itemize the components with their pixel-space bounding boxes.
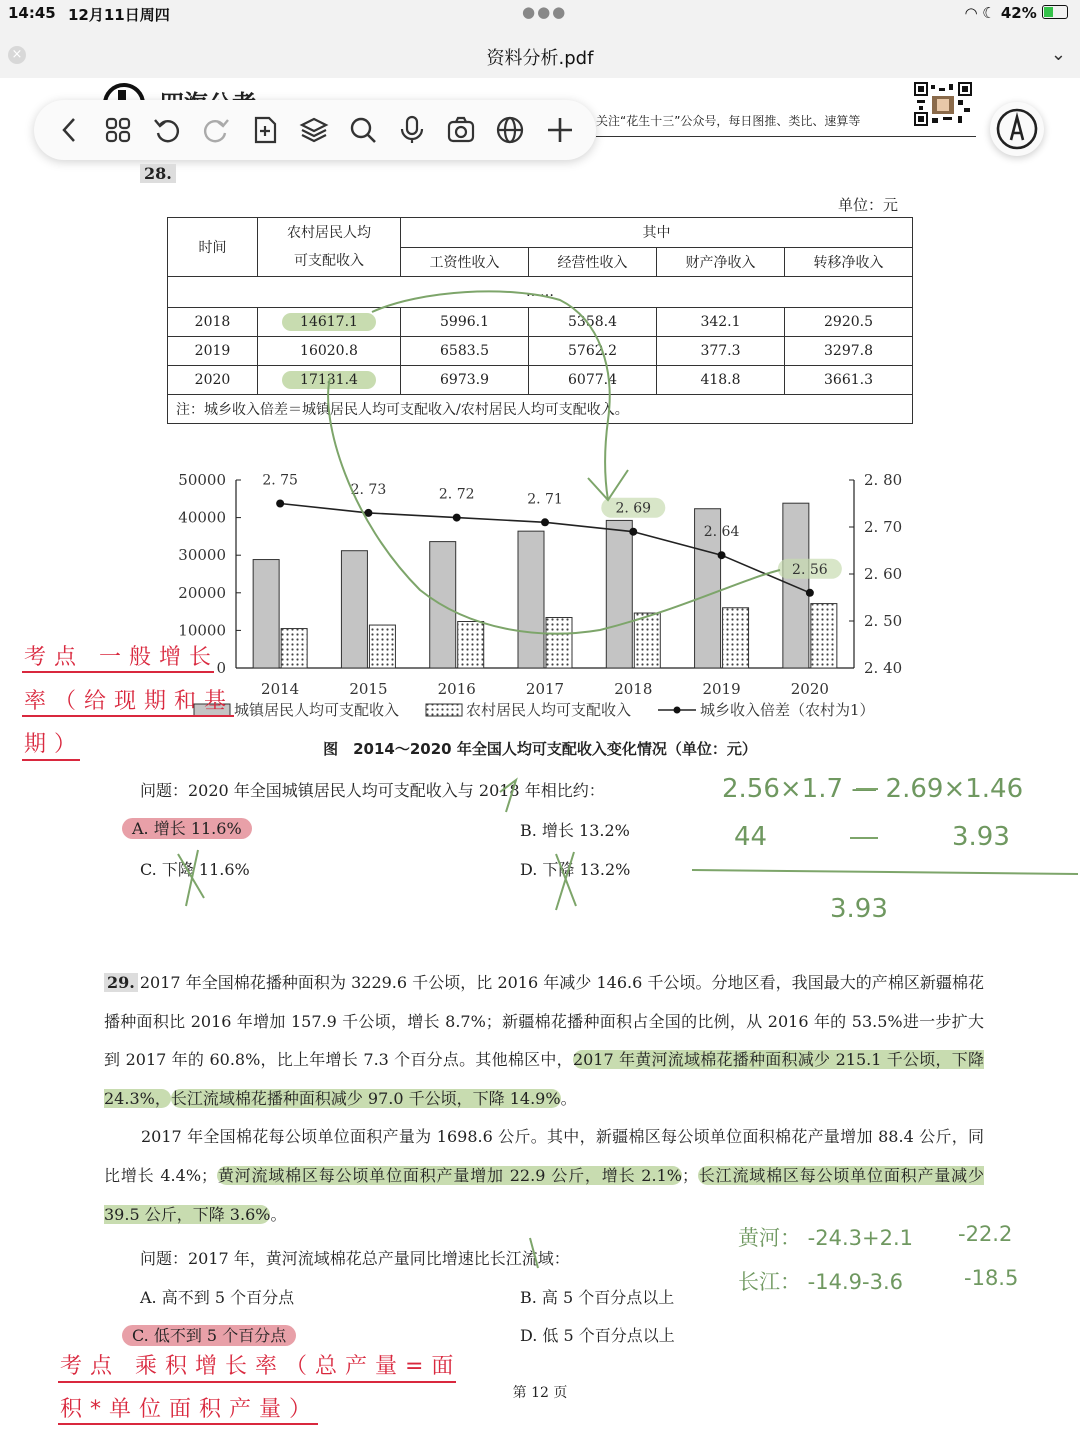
th-transfer: 转移净收入 xyxy=(785,247,913,277)
highlight-yellow-river-yield: 黄河流域棉区每公顷单位面积产量增加 22.9 公斤，增长 2.1% xyxy=(217,1165,682,1185)
table-ellipsis: …… xyxy=(168,277,913,308)
ratio-point-label: 2. 73 xyxy=(350,481,387,498)
passage-2-end: 。 xyxy=(270,1204,287,1224)
ratio-point xyxy=(541,518,549,526)
option-d-28[interactable]: D. 下降 13.2% xyxy=(520,860,631,879)
option-a-29[interactable]: A. 高不到 5 个百分点 xyxy=(140,1288,295,1307)
ratio-point-label: 2. 64 xyxy=(703,524,740,541)
ratio-point-label: 2. 75 xyxy=(262,472,298,489)
option-b-29[interactable]: B. 高 5 个百分点以上 xyxy=(520,1288,675,1307)
th-time: 时间 xyxy=(168,218,258,277)
table-row xyxy=(168,337,913,366)
y-tick-label-left: 40000 xyxy=(178,508,226,527)
ratio-point xyxy=(718,551,726,559)
cell-property: 418.8 xyxy=(657,366,785,395)
bar-rural xyxy=(634,613,660,668)
income-chart xyxy=(150,462,910,732)
microphone-icon[interactable] xyxy=(396,114,428,146)
y-tick-label-right: 2. 80 xyxy=(864,471,903,489)
cell-rural: 16020.8 xyxy=(258,337,401,366)
close-icon[interactable]: × xyxy=(8,46,26,64)
y-tick-label-right: 2. 50 xyxy=(864,612,903,630)
moon-icon: ☾ xyxy=(982,4,996,22)
bar-rural xyxy=(811,604,837,668)
camera-icon[interactable] xyxy=(445,114,477,146)
note-green-calc-1: 2.56×1.7 — 2.69×1.46 xyxy=(722,774,1024,804)
th-wage: 工资性收入 xyxy=(401,247,529,277)
cell-transfer: 3297.8 xyxy=(785,337,913,366)
y-tick-label-right: 2. 60 xyxy=(864,565,903,583)
cell-business: 5762.2 xyxy=(529,337,657,366)
legend-urban-label: 城镇居民人均可支配收入 xyxy=(234,701,400,719)
chevron-down-icon[interactable]: ⌄ xyxy=(1050,44,1066,65)
back-icon[interactable] xyxy=(54,114,86,146)
cell-transfer: 2920.5 xyxy=(785,308,913,337)
legend-ratio-label: 城乡收入倍差（农村为1） xyxy=(700,701,875,719)
passage-2-mid: ； xyxy=(681,1165,698,1185)
ratio-point xyxy=(276,500,284,508)
passage-1-end: 。 xyxy=(560,1088,577,1108)
ratio-point xyxy=(364,509,372,517)
th-business: 经营性收入 xyxy=(529,247,657,277)
bar-urban xyxy=(341,551,367,668)
question-29-text: 问题：2017 年，黄河流域棉花总产量同比增速比长江流域： xyxy=(140,1249,570,1268)
table-row xyxy=(168,366,913,395)
ratio-point xyxy=(453,514,461,522)
option-c-29[interactable] xyxy=(122,1323,296,1346)
cell-business: 5358.4 xyxy=(529,308,657,337)
annotation-toolbar xyxy=(34,100,596,160)
brand-logo xyxy=(100,78,280,100)
option-b-28[interactable]: B. 增长 13.2% xyxy=(520,821,630,840)
title-bar xyxy=(0,28,1080,78)
question-29-passage xyxy=(104,964,984,1234)
promo-text: 关注“花生十三”公众号，每日图推、类比、速算等 xyxy=(596,114,861,128)
bar-urban xyxy=(430,542,456,668)
cell-business: 6077.4 xyxy=(529,366,657,395)
page-number: 第 12 页 xyxy=(512,1385,568,1401)
x-tick-label: 2019 xyxy=(702,680,741,698)
note-green-yangtze: 长江： -14.9-3.6 xyxy=(738,1270,903,1294)
question-number-28: 28. xyxy=(140,164,176,183)
highlight-2018: 14617.1 xyxy=(282,313,376,331)
bar-urban xyxy=(606,520,632,668)
cell-year: 2020 xyxy=(168,366,258,395)
legend-rural-label: 农村居民人均可支配收入 xyxy=(466,701,632,719)
status-time: 14:45 xyxy=(8,4,56,22)
globe-icon[interactable] xyxy=(494,114,526,146)
y-tick-label-right: 2. 40 xyxy=(864,659,903,677)
bar-rural xyxy=(458,622,484,668)
ratio-point-label: 2. 56 xyxy=(792,561,828,578)
highlight-yellow-river-area: 2017 年黄河流域棉花播种面积减少 215.1 千公顷，下降 24.3%， xyxy=(104,1050,984,1108)
option-c-label: C. 低不到 5 个百分点 xyxy=(122,1325,296,1346)
ratio-point-label: 2. 72 xyxy=(438,486,475,503)
y-tick-label-right: 2. 70 xyxy=(864,518,903,536)
header-rule xyxy=(596,136,976,137)
y-tick-label-left: 20000 xyxy=(178,583,226,602)
status-right xyxy=(965,4,1068,22)
cell-wage: 6973.9 xyxy=(401,366,529,395)
unit-label: 单位：元 xyxy=(838,196,899,214)
highlight-2020: 17131.4 xyxy=(282,371,376,389)
y-tick-label-left: 30000 xyxy=(178,546,226,565)
status-bar xyxy=(0,0,1080,28)
cell-property: 377.3 xyxy=(657,337,785,366)
th-among: 其中 xyxy=(401,218,913,248)
plus-icon[interactable] xyxy=(544,114,576,146)
x-tick-label: 2015 xyxy=(349,680,388,698)
document-title: 资料分析.pdf xyxy=(486,48,594,69)
legend-rural-swatch xyxy=(426,704,462,716)
note-green-yellow-river-result: -22.2 xyxy=(958,1222,1013,1246)
option-a-label: A. 增长 11.6% xyxy=(122,818,252,839)
note-green-yangtze-result: -18.5 xyxy=(964,1266,1019,1290)
option-c-28[interactable]: C. 下降 11.6% xyxy=(140,860,250,879)
bar-rural xyxy=(281,629,307,668)
highlight-yangtze-area: 长江流域棉花播种面积减少 97.0 千公顷，下降 14.9% xyxy=(170,1088,561,1108)
bar-rural xyxy=(369,625,395,668)
note-red-2-line2: 积*单位面积产量） xyxy=(60,1397,320,1422)
question-28-text: 问题：2020 年全国城镇居民人均可支配收入与 2018 年相比约： xyxy=(140,781,605,800)
option-a-28[interactable] xyxy=(122,816,252,839)
ratio-point-label: 2. 71 xyxy=(527,491,563,508)
question-number-29: 29. xyxy=(104,973,138,992)
note-red-2-line1: 考点 乘积增长率（总产量=面 xyxy=(60,1354,462,1379)
note-red-1-line2: 率（给现期和基 xyxy=(24,689,235,714)
ratio-point xyxy=(806,589,814,597)
bar-rural xyxy=(546,617,572,668)
option-d-29[interactable]: D. 低 5 个百分点以上 xyxy=(520,1326,675,1345)
ratio-point-label: 2. 69 xyxy=(615,500,652,517)
legend-ratio-point xyxy=(674,707,681,714)
chart-caption: 图 2014～2020 年全国人均可支配收入变化情况（单位：元） xyxy=(323,740,757,758)
x-tick-label: 2017 xyxy=(525,680,565,698)
bar-rural xyxy=(723,608,749,668)
cell-transfer: 3661.3 xyxy=(785,366,913,395)
note-red-1-line3: 期） xyxy=(24,732,85,757)
y-tick-label-left: 50000 xyxy=(178,471,226,489)
passage-2a: 2017 年全国棉花每公顷单位面积产量为 1698.6 公斤。其中，新疆棉区每公顷单位面积棉花产量增加 88.4 公斤，同比增长 4.4%； xyxy=(104,1127,984,1185)
x-tick-label: 2014 xyxy=(261,680,300,698)
th-rural-line1: 农村居民人均 xyxy=(287,225,371,241)
pen-tool-icon[interactable] xyxy=(990,102,1044,156)
green-divider-line xyxy=(692,870,1078,874)
multitask-dots-icon[interactable]: ●●● xyxy=(522,3,568,21)
passage-1a: 2017 年全国棉花播种面积为 3229.6 千公顷，比 2016 年减少 146.6 千公顷。分地区看，我国最大的产棉区新疆棉花播种面积比 2016 年增加 157.9 千公顷，增长 8.7%；新疆棉花播种面积占全国的比例，从 2016 年的 53.5%进一步扩大到 2017 年的 60.8%，比上年增长 7.3 个百分点。其他棉区中， xyxy=(104,973,984,1070)
cell-wage: 6583.5 xyxy=(401,337,529,366)
note-green-yellow-river: 黄河： -24.3+2.1 xyxy=(738,1226,914,1250)
bar-urban xyxy=(783,503,809,668)
bar-urban xyxy=(253,560,279,668)
ratio-point xyxy=(629,528,637,536)
wifi-icon: ◠ xyxy=(965,4,977,22)
search-icon[interactable] xyxy=(347,114,379,146)
note-green-calc-2: 44 xyxy=(734,822,768,852)
cell-rural xyxy=(258,308,401,337)
battery-percent: 42% xyxy=(1000,4,1037,22)
qr-code xyxy=(914,82,972,126)
status-date: 12月11日周四 xyxy=(68,6,170,24)
th-property: 财产净收入 xyxy=(657,247,785,277)
bar-urban xyxy=(518,531,544,668)
th-rural-line2: 可支配收入 xyxy=(294,253,364,269)
note-red-1-line1: 考点 一般增长 xyxy=(24,645,219,670)
x-tick-label: 2016 xyxy=(437,680,476,698)
add-page-icon[interactable] xyxy=(249,114,281,146)
grid-icon[interactable] xyxy=(102,114,134,146)
note-green-calc-3: 3.93 xyxy=(952,822,1010,852)
battery-icon xyxy=(1042,5,1068,19)
cell-year: 2019 xyxy=(168,337,258,366)
cell-property: 342.1 xyxy=(657,308,785,337)
y-tick-label-left: 10000 xyxy=(178,621,226,640)
income-table xyxy=(167,217,913,424)
highlight-yangtze-yield: 长江流域棉区每公顷单位面积产量减少 39.5 公斤，下降 3.6% xyxy=(104,1165,984,1224)
cell-year: 2018 xyxy=(168,308,258,337)
redo-icon[interactable] xyxy=(200,114,232,146)
cell-rural xyxy=(258,366,401,395)
table-note: 注：城乡收入倍差＝城镇居民人均可支配收入/农村居民人均可支配收入。 xyxy=(168,395,913,424)
y-tick-label-left: 0 xyxy=(216,659,226,677)
x-tick-label: 2018 xyxy=(614,680,653,698)
table-row xyxy=(168,308,913,337)
note-green-calc-4: 3.93 xyxy=(830,894,888,924)
undo-icon[interactable] xyxy=(151,114,183,146)
x-tick-label: 2020 xyxy=(790,680,829,698)
cell-wage: 5996.1 xyxy=(401,308,529,337)
th-rural-income xyxy=(258,218,401,277)
layers-icon[interactable] xyxy=(298,114,330,146)
